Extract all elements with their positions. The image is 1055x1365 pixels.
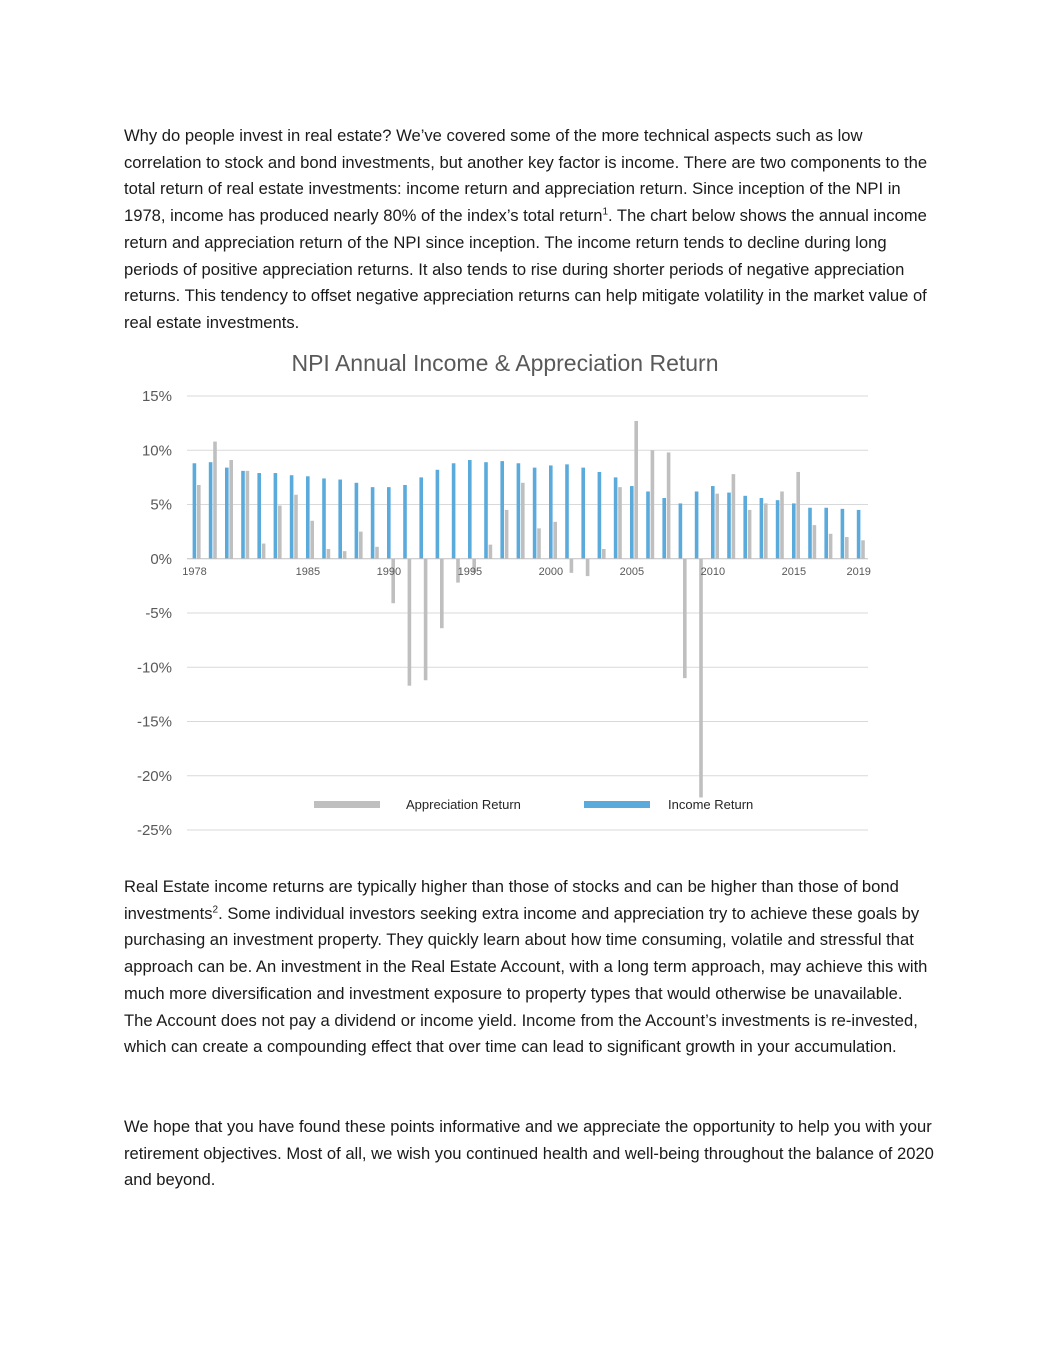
appreciation-bar-2002 — [586, 559, 590, 576]
footnote-ref-2[interactable]: 2 — [212, 904, 219, 916]
chart-bars — [193, 421, 865, 797]
appreciation-bar-2003 — [602, 549, 606, 559]
income-bar-2012 — [743, 496, 747, 559]
closing-paragraph — [124, 1114, 934, 1194]
x-tick-label: 2015 — [781, 565, 807, 578]
appreciation-bar-2005 — [634, 421, 638, 559]
income-bar-1994 — [452, 463, 456, 558]
appreciation-bar-1986 — [327, 549, 331, 559]
income-bar-2017 — [824, 508, 828, 559]
legend-label-income: Income Return — [668, 797, 754, 812]
appreciation-bar-2016 — [813, 525, 817, 559]
appreciation-bar-2010 — [715, 494, 719, 559]
y-tick-label: -15% — [136, 713, 172, 731]
income-bar-1999 — [533, 468, 537, 559]
income-bar-1997 — [500, 461, 504, 559]
x-tick-label: 1990 — [376, 565, 402, 578]
x-tick-label: 1978 — [182, 565, 207, 578]
income-bar-1991 — [403, 485, 407, 559]
y-tick-label: -10% — [136, 659, 172, 677]
income-bar-1995 — [468, 460, 472, 559]
income-bar-1981 — [241, 471, 245, 559]
income-bar-1988 — [355, 483, 359, 559]
chart-title: NPI Annual Income & Appreciation Return — [291, 350, 719, 376]
y-axis-tick-labels — [137, 388, 172, 839]
y-tick-label: 0% — [150, 550, 172, 568]
income-bar-2005 — [630, 486, 634, 559]
income-bar-2019 — [857, 510, 861, 559]
income-text-tail: . Some individual investors seeking extra income and appreciation try to achieve these goals by purchasing an investment property. They quickly learn about how time consuming, volatile and stressful that approach can be. An investment in the Real Estate Account, with a long term approach, may achieve this with much more diversification and investment exposure to property types that would otherwise be unavailable. The Account does not pay a dividend or income yield. Income from the Account’s investments is re-invested, which can create a compounding effect that over time can lead to significant growth in your accumulation. — [124, 903, 928, 1057]
y-tick-label: 15% — [141, 388, 172, 405]
income-bar-1982 — [257, 473, 261, 559]
y-tick-label: -25% — [136, 822, 172, 839]
appreciation-bar-1979 — [213, 442, 217, 559]
appreciation-bar-1983 — [278, 506, 282, 559]
closing-text: We hope that you have found these points informative and we appreciate the opportunity to help you with your retirement objectives. Most of all, we wish you continued health and well-being throughout the balance of 2020 and beyond. — [124, 1117, 934, 1190]
appreciation-bar-1980 — [229, 460, 233, 559]
income-bar-1985 — [306, 476, 310, 558]
x-axis-tick-labels — [182, 566, 871, 578]
appreciation-bar-1988 — [359, 532, 363, 559]
income-bar-2006 — [646, 491, 650, 558]
appreciation-bar-2008 — [683, 559, 687, 678]
income-bar-1987 — [338, 480, 342, 559]
appreciation-bar-1992 — [424, 559, 428, 681]
appreciation-bar-2011 — [732, 474, 736, 559]
appreciation-bar-1981 — [246, 471, 250, 559]
intro-paragraph — [124, 123, 934, 337]
income-bar-1979 — [209, 462, 213, 559]
y-tick-label: -5% — [145, 605, 172, 622]
income-bar-2001 — [565, 464, 569, 558]
income-bar-1992 — [419, 477, 423, 558]
income-bar-2000 — [549, 465, 553, 558]
appreciation-bar-2013 — [764, 503, 768, 558]
chart-gridlines — [187, 396, 871, 830]
income-bar-1993 — [436, 470, 440, 559]
income-bar-1983 — [274, 473, 278, 559]
appreciation-bar-1984 — [294, 495, 298, 559]
appreciation-bar-1982 — [262, 544, 266, 559]
income-bar-2009 — [695, 491, 699, 558]
footnote-ref-1[interactable]: 1 — [602, 206, 609, 218]
y-tick-label: 5% — [150, 496, 172, 514]
x-tick-label: 1985 — [295, 565, 321, 578]
appreciation-bar-2007 — [667, 452, 671, 558]
appreciation-bar-1985 — [310, 521, 314, 559]
appreciation-bar-1997 — [505, 510, 509, 559]
appreciation-bar-2018 — [845, 537, 849, 559]
appreciation-bar-1987 — [343, 551, 347, 559]
npi-return-chart — [120, 340, 890, 850]
chart-legend — [314, 797, 753, 812]
income-bar-1996 — [484, 462, 488, 559]
appreciation-bar-1991 — [408, 559, 412, 686]
appreciation-bar-2017 — [829, 534, 833, 559]
income-bar-2008 — [679, 503, 683, 558]
appreciation-bar-2006 — [651, 450, 655, 559]
income-bar-1978 — [193, 463, 197, 558]
income-bar-2003 — [598, 472, 602, 559]
income-bar-1998 — [517, 463, 521, 558]
appreciation-bar-2012 — [748, 510, 752, 559]
income-bar-1986 — [322, 478, 326, 558]
intro-text-tail: . The chart below shows the annual income return and appreciation return of the NPI since inception. The income return tends to decline during long periods of positive appreciation returns. It also tends to rise during shorter periods of negative appreciation returns. This tendency to offset negative appreciation returns can help mitigate volatility in the market value of real estate investments. — [124, 206, 927, 332]
x-tick-label: 2005 — [619, 565, 645, 578]
appreciation-bar-2019 — [861, 540, 865, 558]
intro-text: Why do people invest in real estate? We’ve covered some of the more technical aspects such as low correlation to stock and bond investments, but another key factor is income. There are two components to the total return of real estate investments: income return and appreciation return. Since inception of the NPI in 1978, income has produced nearly 80% of the index’s total return — [124, 126, 928, 226]
income-bar-2014 — [776, 500, 780, 559]
income-bar-1984 — [290, 475, 294, 559]
appreciation-bar-1978 — [197, 485, 201, 559]
income-bar-1989 — [371, 487, 375, 559]
appreciation-bar-1996 — [489, 545, 493, 559]
y-tick-label: 10% — [141, 442, 172, 460]
income-bar-2002 — [581, 468, 585, 559]
income-text: Real Estate income returns are typically higher than those of stocks and can be higher than those of bond investments — [124, 877, 899, 923]
legend-swatch-income — [584, 801, 650, 808]
appreciation-bar-1998 — [521, 483, 525, 559]
legend-swatch-appreciation — [314, 801, 380, 808]
income-bar-1980 — [225, 468, 229, 559]
income-bar-2016 — [808, 508, 812, 559]
x-tick-label: 1995 — [457, 565, 483, 578]
income-bar-1990 — [387, 487, 391, 559]
income-paragraph — [124, 874, 934, 1061]
income-bar-2010 — [711, 486, 715, 559]
income-bar-2013 — [760, 498, 764, 559]
income-bar-2004 — [614, 477, 618, 558]
appreciation-bar-2004 — [618, 487, 622, 559]
appreciation-bar-2009 — [699, 559, 703, 798]
x-tick-label: 2010 — [700, 565, 726, 578]
appreciation-bar-2015 — [796, 472, 800, 559]
income-bar-2018 — [841, 509, 845, 559]
income-bar-2011 — [727, 493, 731, 559]
income-bar-2015 — [792, 503, 796, 558]
appreciation-bar-1993 — [440, 559, 444, 628]
y-tick-label: -20% — [136, 767, 172, 785]
x-tick-label: 2019 — [846, 565, 871, 578]
appreciation-bar-1999 — [537, 528, 541, 558]
legend-label-appreciation: Appreciation Return — [406, 797, 521, 812]
appreciation-bar-2000 — [553, 522, 557, 559]
appreciation-bar-2001 — [570, 559, 574, 573]
x-tick-label: 2000 — [538, 565, 564, 578]
appreciation-bar-2014 — [780, 491, 784, 558]
appreciation-bar-1989 — [375, 547, 379, 559]
income-bar-2007 — [662, 498, 666, 559]
